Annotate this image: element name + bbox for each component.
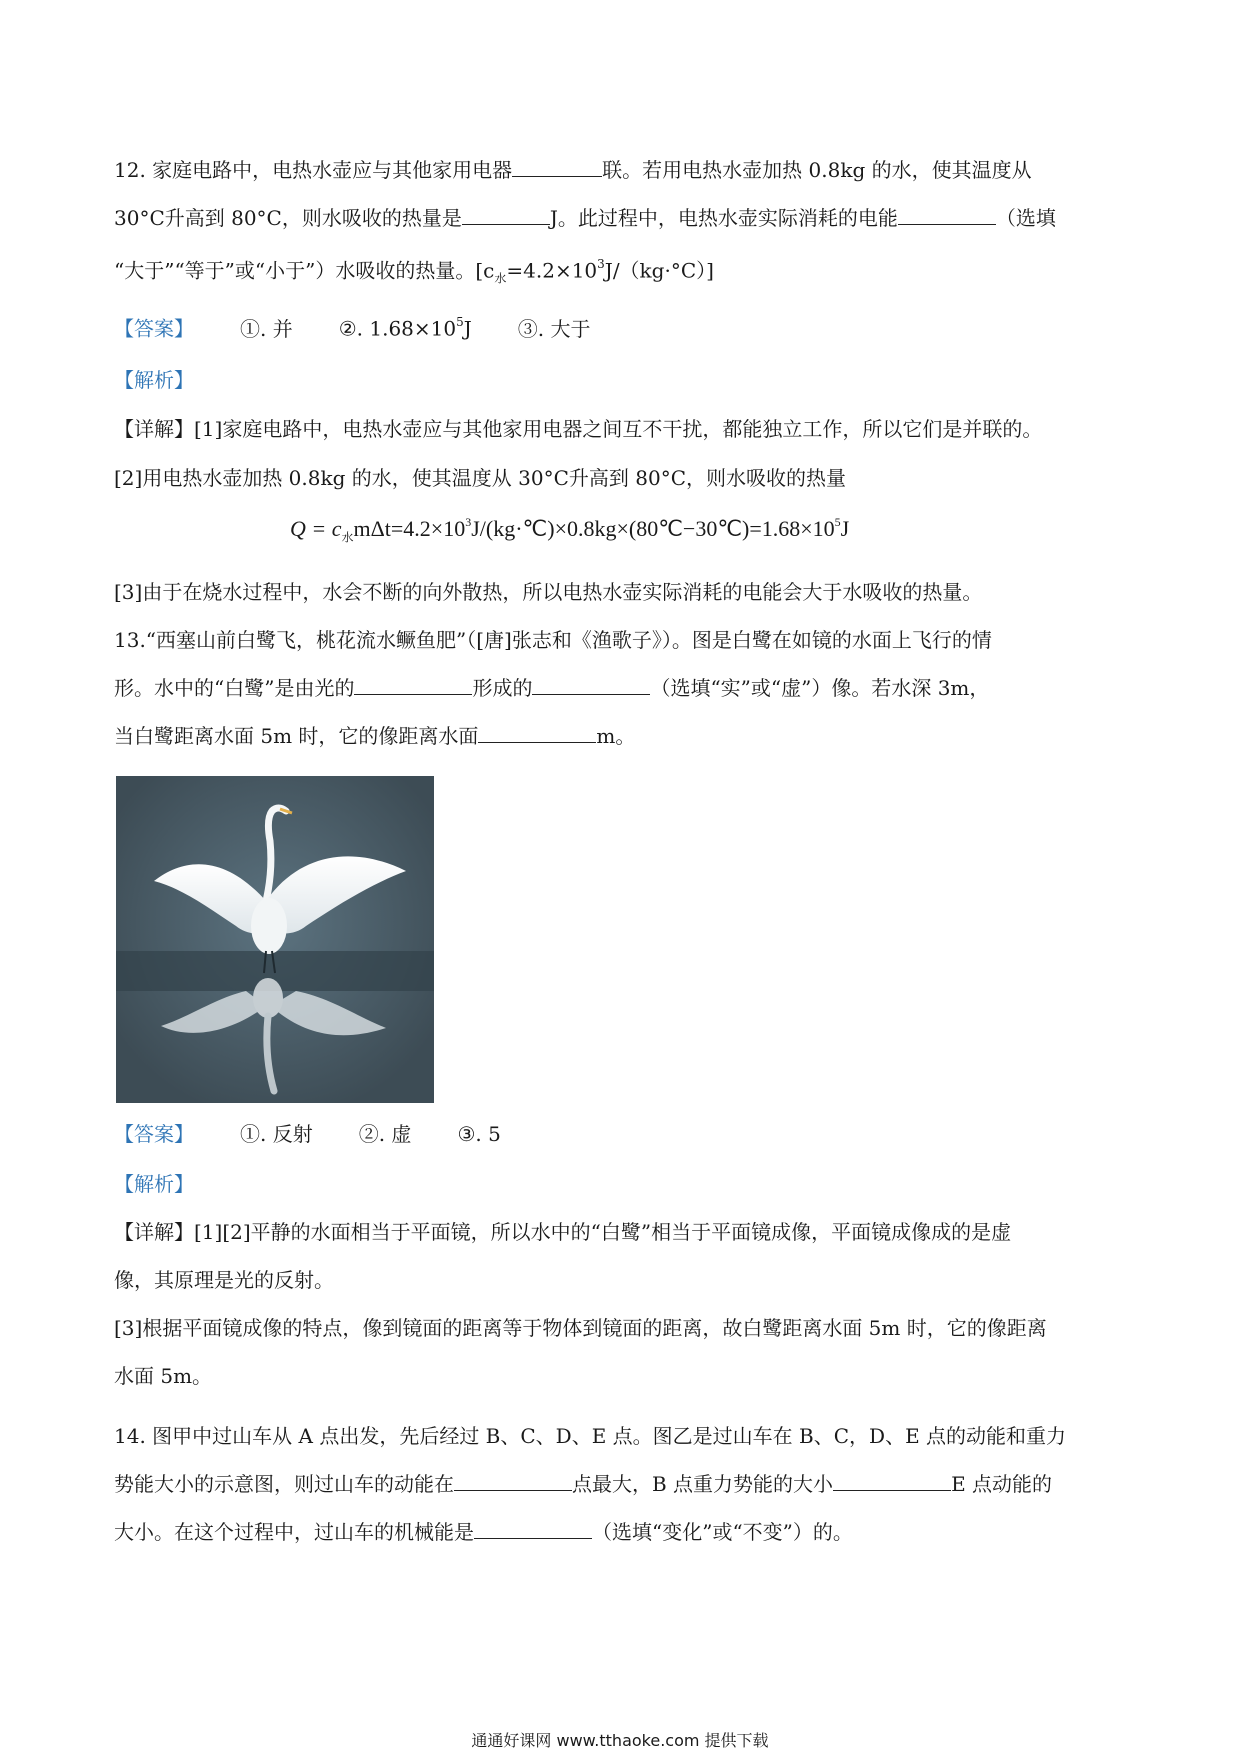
- q13-text: 13.“西塞山前白鹭飞，桃花流水鳜鱼肥”（[唐]张志和《渔歌子》）。图是白鹭在如镜的水面上飞行的情: [114, 628, 992, 652]
- q12-text: J。此过程中，电热水壶实际消耗的电能: [549, 206, 898, 230]
- answer-item: [339, 310, 472, 343]
- q12-text: 联。若用电热水壶加热 0.8kg 的水，使其温度从: [602, 158, 1032, 182]
- q12-sub: 水: [494, 271, 507, 286]
- detail-text: 水面 5m。: [114, 1364, 213, 1388]
- formula-sup: 5: [834, 514, 841, 529]
- answer-tag: 【答案】: [114, 316, 194, 341]
- q13-analysis: [114, 1170, 194, 1198]
- detail-text: [3]由于在烧水过程中，水会不断的向外散热，所以电热水壶实际消耗的电能会大于水吸收的热量。: [114, 580, 983, 604]
- formula-part: J: [840, 516, 850, 541]
- q14-text: E 点动能的: [951, 1472, 1053, 1496]
- q14-line-1: [114, 1422, 1066, 1450]
- q12-blank-3: [898, 206, 996, 225]
- answer-item: ①. 反射: [240, 1122, 313, 1146]
- q12-blank-1: [512, 158, 602, 177]
- q14-text: 势能大小的示意图，则过山车的动能在: [114, 1472, 454, 1496]
- q14-blank-3: [474, 1520, 592, 1539]
- detail-text: 像，其原理是光的反射。: [114, 1268, 334, 1292]
- q12-text: “大于”“等于”或“小于”）水吸收的热量。[c: [114, 258, 495, 283]
- formula-sup: 3: [465, 514, 472, 529]
- q13-detail-2: [114, 1314, 1047, 1342]
- q13-line-3: [114, 722, 635, 750]
- q12-detail-1: [114, 415, 1042, 443]
- answer-tag: 【答案】: [114, 1122, 194, 1146]
- q12-answer: [114, 310, 591, 343]
- page-footer: 通通好课网 www.tthaoke.com 提供下载: [471, 1731, 769, 1750]
- q12-sup: 3: [597, 257, 605, 271]
- q13-detail-2b: [114, 1362, 212, 1390]
- answer-text: ②. 1.68×10: [338, 316, 457, 341]
- q12-text: =4.2×10: [506, 258, 598, 283]
- q13-blank-1: [354, 676, 472, 695]
- answer-item: ②. 虚: [358, 1122, 412, 1146]
- detail-tag: 【详解】: [114, 1220, 194, 1244]
- answer-item: ③. 5: [457, 1122, 501, 1146]
- q14-text: 14. 图甲中过山车从 A 点出发，先后经过 B、C、D、E 点。图乙是过山车在 B、C，D、E 点的动能和重力: [114, 1424, 1067, 1448]
- q12-detail-2: [114, 464, 846, 492]
- q12-text: J/（kg·°C）]: [604, 258, 714, 283]
- q12-text: （选填: [995, 206, 1056, 230]
- q14-line-3: [114, 1518, 853, 1546]
- egret-photo: [116, 776, 434, 1103]
- q13-line-1: [114, 626, 992, 654]
- q12-blank-2: [462, 206, 550, 225]
- detail-text: [3]根据平面镜成像的特点，像到镜面的距离等于物体到镜面的距离，故白鹭距离水面 5m 时，它的像距离: [114, 1316, 1047, 1340]
- q14-text: 点最大，B 点重力势能的大小: [572, 1472, 834, 1496]
- q13-blank-3: [478, 724, 596, 743]
- q13-text: 形。水中的“白鹭”是由光的: [114, 676, 355, 700]
- detail-tag: 【详解】: [114, 417, 194, 441]
- answer-sup: 5: [456, 315, 464, 329]
- q13-text: m。: [596, 724, 636, 748]
- q12-line-3: [114, 252, 714, 293]
- q13-text: （选填“实”或“虚”）像。若水深 3m，: [650, 676, 990, 700]
- detail-text: [1]家庭电路中，电热水壶应与其他家用电器之间互不干扰，都能独立工作，所以它们是并联的。: [194, 417, 1043, 441]
- q12-line-1: [114, 156, 1032, 184]
- q13-answer: [114, 1120, 501, 1148]
- q12-line-2: [114, 204, 1056, 232]
- formula-part: J/(kg·℃)×0.8kg×(80℃−30℃)=1.68×10: [471, 516, 835, 541]
- q13-detail-1: [114, 1218, 1011, 1246]
- q12-text: 30°C升高到 80°C，则水吸收的热量是: [114, 206, 462, 230]
- formula-part: mΔt=4.2×10: [353, 516, 466, 541]
- analysis-tag: 【解析】: [114, 368, 194, 392]
- answer-unit: J: [463, 316, 472, 341]
- q13-text: 当白鹭距离水面 5m 时，它的像距离水面: [114, 724, 479, 748]
- q14-blank-1: [454, 1472, 572, 1491]
- q13-text: 形成的: [472, 676, 533, 700]
- q14-line-2: [114, 1470, 1052, 1498]
- answer-item: ③. 大于: [517, 316, 591, 341]
- analysis-tag: 【解析】: [114, 1172, 194, 1196]
- q12-analysis: [114, 366, 194, 394]
- formula-part: Q = c: [290, 516, 342, 541]
- q13-detail-1b: [114, 1266, 334, 1294]
- q14-text: （选填“变化”或“不变”）的。: [592, 1520, 853, 1544]
- q14-text: 大小。在这个过程中，过山车的机械能是: [114, 1520, 474, 1544]
- q12-text: 12. 家庭电路中，电热水壶应与其他家用电器: [114, 158, 513, 182]
- q13-line-2: [114, 674, 989, 702]
- detail-text: [2]用电热水壶加热 0.8kg 的水，使其温度从 30°C升高到 80°C，则水吸收的热量: [114, 466, 846, 490]
- q13-blank-2: [532, 676, 650, 695]
- formula-sub: 水: [341, 530, 354, 545]
- q14-blank-2: [833, 1472, 951, 1491]
- q12-detail-3: [114, 578, 982, 606]
- heat-formula: [290, 516, 849, 545]
- egret-illustration: [116, 776, 434, 1103]
- detail-text: [1][2]平静的水面相当于平面镜，所以水中的“白鹭”相当于平面镜成像，平面镜成像成的是虚: [194, 1220, 1012, 1244]
- answer-item: ①. 并: [240, 316, 293, 341]
